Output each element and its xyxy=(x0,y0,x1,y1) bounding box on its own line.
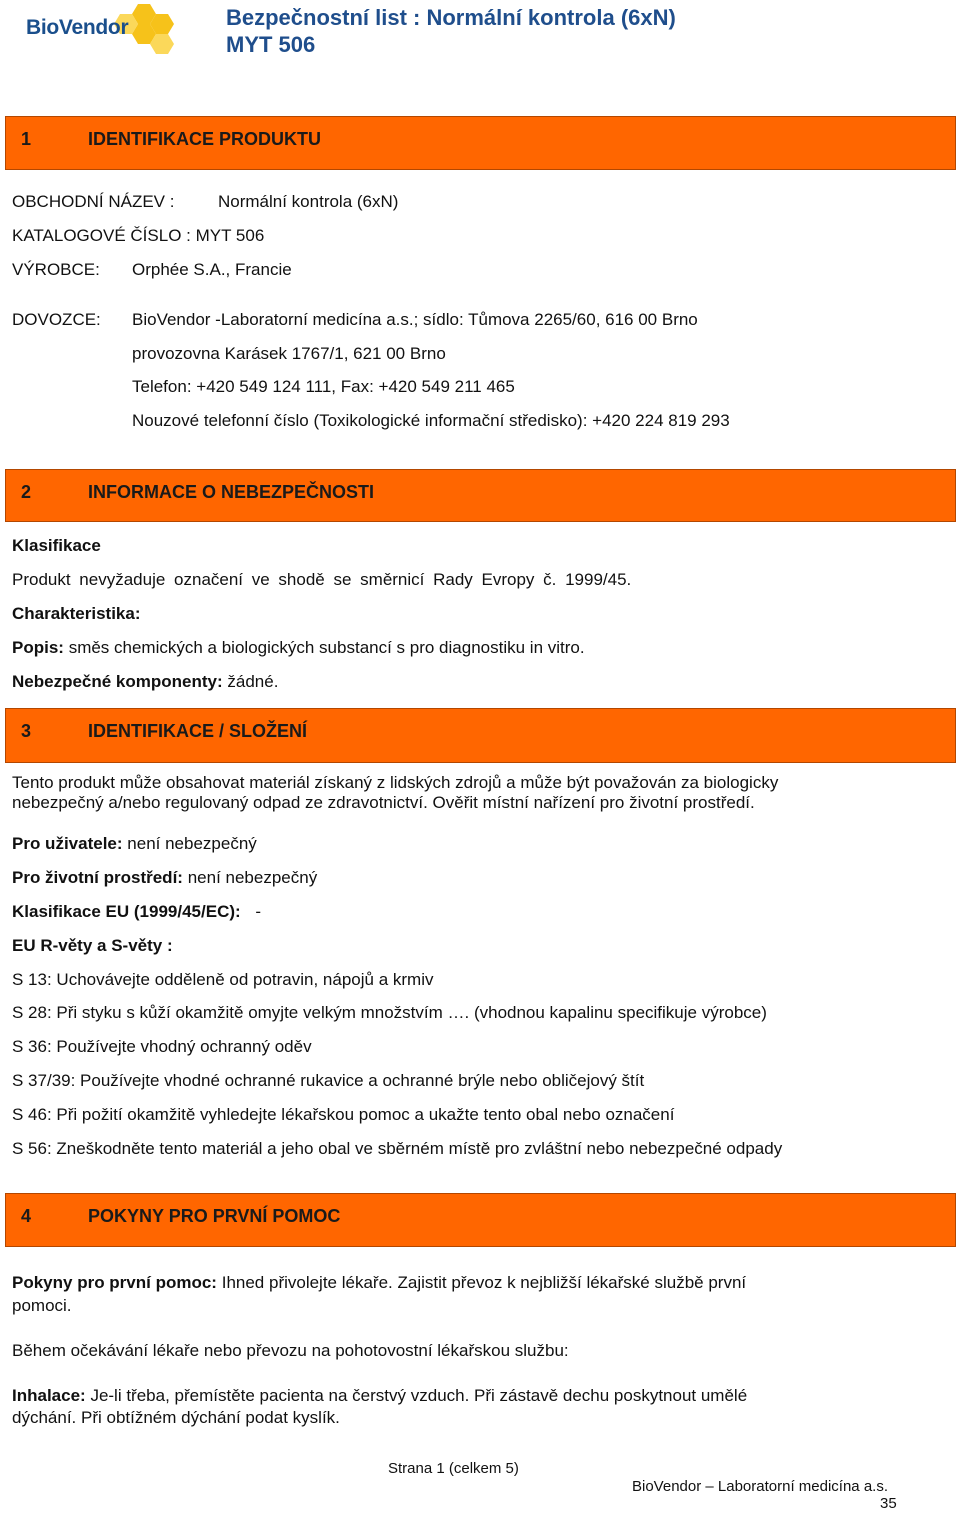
classification-text: Produkt nevyžaduje označení ve shodě se směrnicí Rady Evropy č. 1999/45. xyxy=(12,570,632,589)
importer-line: BioVendor -Laboratorní medicína a.s.; sídlo: Tůmova 2265/60, 616 00 Brno xyxy=(132,310,698,329)
classification-heading: Klasifikace xyxy=(12,536,101,555)
safety-phrase: S 36: Používejte vhodný ochranný oděv xyxy=(12,1037,312,1056)
catalog-value: MYT 506 xyxy=(195,226,265,245)
manufacturer-label: VÝROBCE: xyxy=(12,260,100,279)
catalog-label: KATALOGOVÉ ČÍSLO : xyxy=(12,226,191,245)
section-title: INFORMACE O NEBEZPEČNOSTI xyxy=(88,482,375,502)
section-number: 2 xyxy=(21,482,32,502)
composition-paragraph-line: Tento produkt může obsahovat materiál získaný z lidských zdrojů a může být považován za biologicky xyxy=(12,773,779,792)
hazard-components-label: Nebezpečné komponenty: xyxy=(12,672,223,691)
risk-safety-heading: EU R-věty a S-věty : xyxy=(12,936,173,955)
footer-company: BioVendor – Laboratorní medicína a.s. xyxy=(632,1478,888,1495)
page-indicator: Strana 1 (celkem 5) xyxy=(388,1460,519,1477)
safety-phrase: S 46: Při požití okamžitě vyhledejte lékařskou pomoc a ukažte tento obal nebo označení xyxy=(12,1105,675,1124)
importer-line: Telefon: +420 549 124 111, Fax: +420 549 211 465 xyxy=(132,377,515,396)
inhalation-row xyxy=(12,1386,747,1406)
footer-number: 35 xyxy=(880,1495,897,1512)
user-hazard-row xyxy=(12,834,257,854)
document-title: Bezpečnostní list : Normální kontrola (6xN) xyxy=(226,5,676,30)
emergency-phone-line: Nouzové telefonní číslo (Toxikologické informační středisko): +420 224 819 293 xyxy=(132,411,730,430)
manufacturer-value: Orphée S.A., Francie xyxy=(132,260,292,279)
section-title: IDENTIFIKACE PRODUKTU xyxy=(88,129,321,149)
eu-classification-label: Klasifikace EU (1999/45/EC): xyxy=(12,902,241,921)
section-4-banner xyxy=(5,1193,956,1247)
first-aid-text-cont: pomoci. xyxy=(12,1296,72,1315)
trade-name-value: Normální kontrola (6xN) xyxy=(218,192,399,211)
environment-hazard-label: Pro životní prostředí: xyxy=(12,868,183,887)
document-subtitle: MYT 506 xyxy=(226,32,316,57)
environment-hazard-row xyxy=(12,868,317,888)
logo-text: BioVendor xyxy=(26,16,129,39)
user-hazard-label: Pro uživatele: xyxy=(12,834,123,853)
inhalation-text-cont: dýchání. Při obtížném dýchání podat kyslík. xyxy=(12,1408,340,1427)
trade-name-row xyxy=(12,192,174,212)
section-2-banner xyxy=(5,469,956,522)
catalog-row xyxy=(12,226,264,246)
section-number: 3 xyxy=(21,721,32,741)
section-number: 4 xyxy=(21,1206,32,1226)
section-1-banner xyxy=(5,116,956,170)
hazard-components-row xyxy=(12,672,278,692)
inhalation-label: Inhalace: xyxy=(12,1386,86,1405)
description-label: Popis: xyxy=(12,638,64,657)
hazard-components-value: žádné. xyxy=(227,672,279,691)
importer-label: DOVOZCE: xyxy=(12,310,101,329)
safety-phrase: S 37/39: Používejte vhodné ochranné rukavice a ochranné brýle nebo obličejový štít xyxy=(12,1071,645,1090)
user-hazard-value: není nebezpečný xyxy=(127,834,257,853)
first-aid-label: Pokyny pro první pomoc: xyxy=(12,1273,217,1292)
waiting-instructions: Během očekávání lékaře nebo převozu na pohotovostní lékařskou službu: xyxy=(12,1341,569,1360)
eu-classification-row xyxy=(12,902,261,922)
first-aid-row xyxy=(12,1273,746,1293)
importer-line: provozovna Karásek 1767/1, 621 00 Brno xyxy=(132,344,446,363)
biovendor-logo xyxy=(20,0,200,62)
safety-phrase: S 56: Zneškodněte tento materiál a jeho obal ve sběrném místě pro zvláštní nebo nebezpečné odpady xyxy=(12,1139,783,1158)
environment-hazard-value: není nebezpečný xyxy=(187,868,318,887)
trade-name-label: OBCHODNÍ NÁZEV : xyxy=(12,192,175,211)
section-3-banner xyxy=(5,708,956,763)
characteristics-heading: Charakteristika: xyxy=(12,604,141,623)
inhalation-text: Je-li třeba, přemístěte pacienta na čerstvý vzduch. Při zástavě dechu poskytnout umělé xyxy=(90,1386,748,1405)
description-text: směs chemických a biologických substancí s pro diagnostiku in vitro. xyxy=(68,638,585,657)
eu-classification-value: - xyxy=(255,902,262,921)
section-title: IDENTIFIKACE / SLOŽENÍ xyxy=(88,721,308,741)
composition-paragraph-line: nebezpečný a/nebo regulovaný odpad ze zdravotnictví. Ověřit místní nařízení pro životní prostředí. xyxy=(12,793,755,812)
safety-phrase: S 13: Uchovávejte odděleně od potravin, nápojů a krmiv xyxy=(12,970,434,989)
first-aid-text: Ihned přivolejte lékaře. Zajistit převoz k nejbližší lékařské službě první xyxy=(221,1273,747,1292)
safety-phrase: S 28: Při styku s kůží okamžitě omyjte velkým množstvím …. (vhodnou kapalinu specifikuje výrobce) xyxy=(12,1003,767,1022)
description-row xyxy=(12,638,585,658)
section-title: POKYNY PRO PRVNÍ POMOC xyxy=(88,1206,341,1226)
section-number: 1 xyxy=(21,129,32,149)
